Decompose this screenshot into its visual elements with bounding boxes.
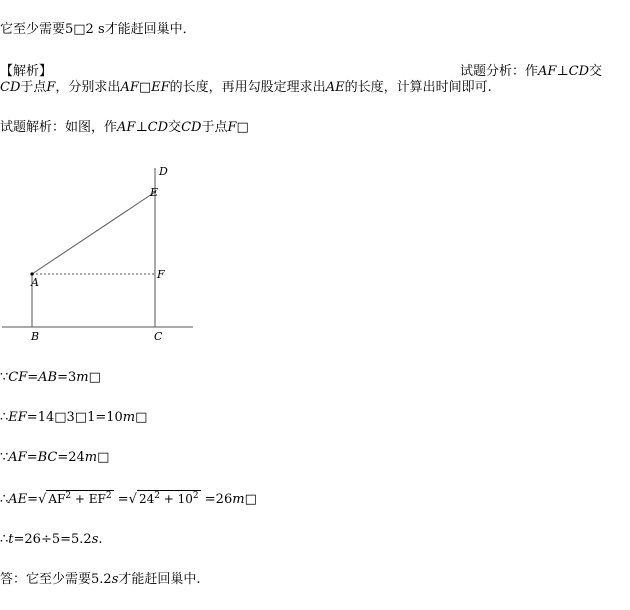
unit-m: m <box>122 410 136 425</box>
solution-line <box>0 120 249 136</box>
step-value: =14□3□1=10 <box>26 410 123 425</box>
step-value: =26÷5=5.2 <box>13 532 92 547</box>
var-af: AF <box>120 80 139 95</box>
segment-ae <box>32 192 155 274</box>
solution-text: 于点 <box>201 120 228 135</box>
analysis-text: 交 <box>589 64 603 79</box>
placeholder-box: □ <box>138 80 152 95</box>
radicand-term: + EF <box>71 492 106 506</box>
exponent: 2 <box>105 491 112 501</box>
perp-symbol: ⊥ <box>556 64 569 79</box>
answer-line <box>0 572 201 588</box>
therefore-symbol: ∴ <box>0 492 9 507</box>
var-t: t <box>8 532 14 547</box>
solution-text: 交 <box>168 120 182 135</box>
equals-sign: = <box>26 450 38 465</box>
unit-m: m <box>76 370 89 385</box>
step-4 <box>0 490 257 508</box>
var-af: AF <box>117 120 136 135</box>
answer-text: 答：它至少需要5.2 <box>0 572 112 587</box>
step-5 <box>0 532 103 548</box>
unit-m: m <box>84 450 98 465</box>
solution-text: 试题解析：如图，作 <box>0 120 118 135</box>
var-ab: AB <box>38 370 58 385</box>
equals-sign: = <box>27 370 39 385</box>
analysis-header <box>0 64 52 80</box>
step-value: =26 <box>200 492 233 507</box>
var-ef: EF <box>151 80 170 95</box>
radicand-term: + 10 <box>159 492 193 506</box>
therefore-symbol: ∴ <box>0 532 9 547</box>
var-bc: BC <box>37 450 58 465</box>
var-ef: EF <box>8 410 27 425</box>
label-a: A <box>31 276 39 289</box>
because-symbol: ∵ <box>0 450 9 465</box>
geometry-diagram <box>0 160 200 350</box>
unit-s: s <box>91 532 99 547</box>
radicand-term: AF <box>48 492 66 506</box>
problem-text: 它至少需要5□2 s才能赶回巢中． <box>0 22 196 37</box>
step-3 <box>0 450 109 466</box>
analysis-text: 的长度，计算出时间即可. <box>344 80 492 95</box>
radicand-term: 24 <box>138 492 155 506</box>
var-cd: CD <box>147 120 169 135</box>
exponent: 2 <box>65 491 72 501</box>
placeholder-box: □ <box>244 492 257 507</box>
var-ae: AE <box>325 80 345 95</box>
problem-line <box>0 22 196 38</box>
label-d: D <box>159 165 168 178</box>
answer-text: 才能赶回巢中. <box>118 572 201 587</box>
var-f: F <box>46 80 56 95</box>
analysis-line2 <box>0 80 492 96</box>
therefore-symbol: ∴ <box>0 410 9 425</box>
analysis-right <box>460 64 602 80</box>
label-f: F <box>157 268 165 281</box>
step-2 <box>0 410 147 426</box>
equals-sign: = <box>113 492 129 507</box>
exponent: 2 <box>154 491 160 501</box>
placeholder-box: □ <box>236 120 249 135</box>
var-cf: CF <box>8 370 28 385</box>
perp-symbol: ⊥ <box>135 120 148 135</box>
placeholder-box: □ <box>97 450 110 465</box>
var-cd: CD <box>0 80 21 95</box>
var-cd: CD <box>568 64 590 79</box>
sqrt-expression-1: √ $AF^2 + EF^2$ <box>38 491 112 507</box>
analysis-text: 于点 <box>20 80 47 95</box>
step-1 <box>0 370 101 386</box>
var-af: AF <box>538 64 557 79</box>
var-f: F <box>227 120 237 135</box>
unit-m: m <box>232 492 245 507</box>
placeholder-box: □ <box>88 370 101 385</box>
sqrt-expression-2: √ $24^2 + 10^2$ <box>128 491 199 507</box>
label-b: B <box>31 330 40 343</box>
period: . <box>98 532 103 547</box>
placeholder-box: □ <box>135 410 148 425</box>
label-e: E <box>150 186 159 199</box>
analysis-intro: 试题分析：作 <box>460 64 539 79</box>
analysis-text: ，分别求出 <box>55 80 121 95</box>
equals-sign: = <box>27 492 39 507</box>
exponent: 2 <box>192 491 199 501</box>
var-af: AF <box>8 450 27 465</box>
step-value: =24 <box>57 450 85 465</box>
label-c: C <box>154 330 163 343</box>
var-cd: CD <box>181 120 202 135</box>
step-value: =3 <box>57 370 77 385</box>
analysis-label: 【解析】 <box>0 64 53 79</box>
because-symbol: ∵ <box>0 370 9 385</box>
analysis-text: 的长度，再用勾股定理求出 <box>169 80 326 95</box>
unit-s: s <box>111 572 119 587</box>
var-ae: AE <box>8 492 28 507</box>
